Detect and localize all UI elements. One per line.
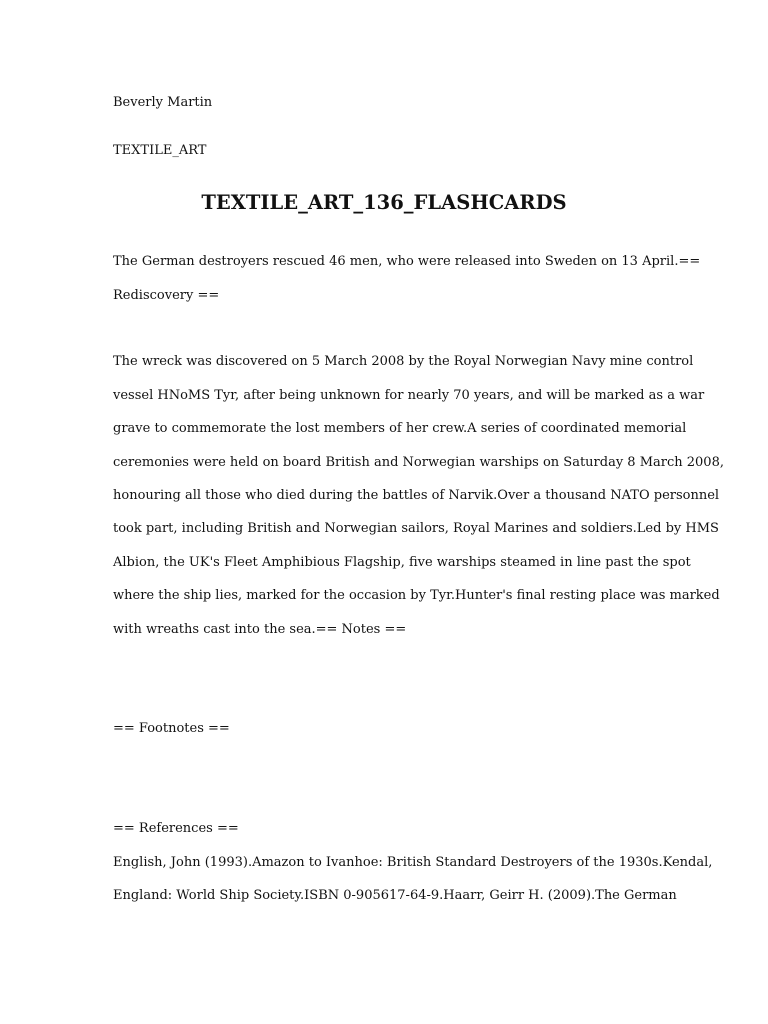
- reference-line: English, John (1993).Amazon to Ivanhoe: British Standard Destroyers of the 1930s.Kendal,: [113, 855, 713, 870]
- body-line: ceremonies were held on board British and Norwegian warships on Saturday 8 March 2008,: [113, 455, 724, 470]
- body-line: where the ship lies, marked for the occasion by Tyr.Hunter's final resting place was marked: [113, 588, 720, 603]
- footnotes-heading: == Footnotes ==: [113, 721, 230, 736]
- body-line: Albion, the UK's Fleet Amphibious Flagship, five warships steamed in line past the spot: [113, 555, 691, 570]
- body-line: The German destroyers rescued 46 men, who were released into Sweden on 13 April.==: [113, 254, 701, 269]
- body-line: Rediscovery ==: [113, 288, 220, 303]
- subject-label: TEXTILE_ART: [113, 143, 207, 158]
- body-line: grave to commemorate the lost members of her crew.A series of coordinated memorial: [113, 421, 687, 436]
- references-heading: == References ==: [113, 821, 239, 836]
- reference-line: England: World Ship Society.ISBN 0-905617-64-9.Haarr, Geirr H. (2009).The German: [113, 888, 677, 903]
- body-line: vessel HNoMS Tyr, after being unknown for nearly 70 years, and will be marked as a war: [113, 388, 705, 403]
- body-line: The wreck was discovered on 5 March 2008 by the Royal Norwegian Navy mine control: [113, 354, 694, 369]
- body-line: took part, including British and Norwegian sailors, Royal Marines and soldiers.Led by HMS: [113, 521, 719, 536]
- body-line: with wreaths cast into the sea.== Notes ==: [113, 622, 407, 637]
- body-line: honouring all those who died during the battles of Narvik.Over a thousand NATO personnel: [113, 488, 720, 503]
- author-name: Beverly Martin: [113, 95, 213, 110]
- document-title: TEXTILE_ART_136_FLASHCARDS: [201, 191, 567, 214]
